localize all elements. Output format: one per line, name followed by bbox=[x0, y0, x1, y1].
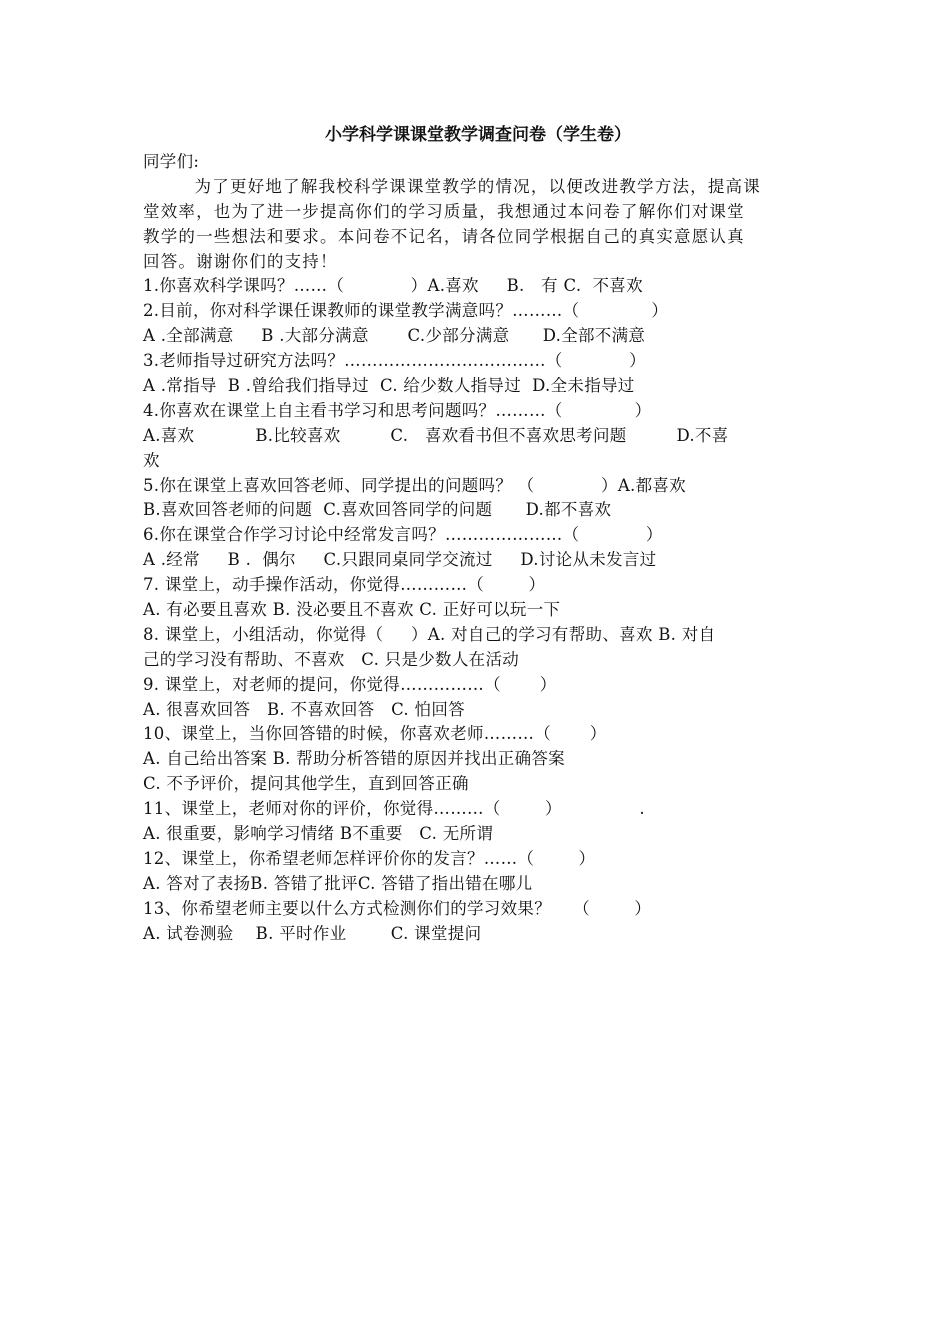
question-10-options-cont: C. 不予评价，提问其他学生，直到回答正确 bbox=[143, 774, 469, 794]
question-6-options: A .经常 B . 偶尔 C.只跟同桌同学交流过 D.讨论从未发言过 bbox=[143, 550, 657, 570]
question-3: 3.老师指导过研究方法吗？………………………………（ ） bbox=[143, 351, 646, 371]
question-10: 10、课堂上，当你回答错的时候，你喜欢老师………（ ） bbox=[143, 724, 607, 744]
question-8: 8. 课堂上，小组活动，你觉得（ ）A. 对自己的学习有帮助、喜欢 B. 对自 bbox=[143, 624, 716, 644]
question-7: 7. 课堂上，动手操作活动，你觉得…………（ ） bbox=[143, 575, 546, 595]
intro-line: 为了更好地了解我校科学课课堂教学的情况，以便改进教学方法，提高课 bbox=[143, 176, 761, 196]
page-title: 小学科学课课堂教学调查问卷（学生卷） bbox=[325, 125, 631, 145]
question-12: 12、课堂上，你希望老师怎样评价你的发言？……（ ） bbox=[143, 848, 596, 868]
question-3-options: A .常指导 B .曾给我们指导过 C. 给少数人指导过 D.全未指导过 bbox=[143, 376, 635, 396]
question-4: 4.你喜欢在课堂上自主看书学习和思考问题吗？………（ ） bbox=[143, 400, 652, 420]
question-11-options: A. 很重要，影响学习情绪 B不重要 C. 无所谓 bbox=[143, 824, 494, 844]
question-1: 1.你喜欢科学课吗？……（ ）A.喜欢 B. 有 C. 不喜欢 bbox=[143, 276, 643, 296]
question-7-options: A. 有必要且喜欢 B. 没必要且不喜欢 C. 正好可以玩一下 bbox=[143, 600, 561, 620]
question-13-options: A. 试卷测验 B. 平时作业 C. 课堂提问 bbox=[143, 923, 482, 943]
question-4-options: A.喜欢 B.比较喜欢 C. 喜欢看书但不喜欢思考问题 D.不喜 bbox=[143, 425, 729, 445]
question-2: 2.目前，你对科学课任课教师的课堂教学满意吗？………（ ） bbox=[143, 301, 669, 321]
intro-line: 堂效率，也为了进一步提高你们的学习质量，我想通过本问卷了解你们对课堂 bbox=[143, 201, 745, 221]
question-5: 5.你在课堂上喜欢回答老师、同学提出的问题吗？ （ ）A.都喜欢 bbox=[143, 475, 686, 495]
intro-line: 回答。谢谢你们的支持！ bbox=[143, 251, 338, 271]
question-9-options: A. 很喜欢回答 B. 不喜欢回答 C. 怕回答 bbox=[143, 699, 465, 719]
greeting: 同学们: bbox=[143, 152, 200, 171]
question-2-options: A .全部满意 B .大部分满意 C.少部分满意 D.全部不满意 bbox=[143, 326, 646, 346]
question-11: 11、课堂上，老师对你的评价，你觉得………（ ） . bbox=[143, 799, 645, 819]
intro-paragraph bbox=[143, 175, 813, 275]
question-10-options: A. 自己给出答案 B. 帮助分析答错的原因并找出正确答案 bbox=[143, 749, 565, 769]
question-13: 13、你希望老师主要以什么方式检测你们的学习效果？ （ ） bbox=[143, 898, 652, 918]
questionnaire-page bbox=[143, 120, 813, 947]
question-4-options-cont: 欢 bbox=[143, 450, 160, 470]
question-8-options: 己的学习没有帮助、不喜欢 C. 只是少数人在活动 bbox=[143, 649, 520, 669]
question-12-options: A. 答对了表扬B. 答错了批评C. 答错了指出错在哪儿 bbox=[143, 873, 533, 893]
question-6: 6.你在课堂合作学习讨论中经常发言吗？…………………（ ） bbox=[143, 525, 663, 545]
question-5-options: B.喜欢回答老师的问题 C.喜欢回答同学的问题 D.都不喜欢 bbox=[143, 500, 612, 520]
question-9: 9. 课堂上，对老师的提问，你觉得……………（ ） bbox=[143, 674, 557, 694]
intro-line: 教学的一些想法和要求。本问卷不记名，请各位同学根据自己的真实意愿认真 bbox=[143, 226, 745, 246]
